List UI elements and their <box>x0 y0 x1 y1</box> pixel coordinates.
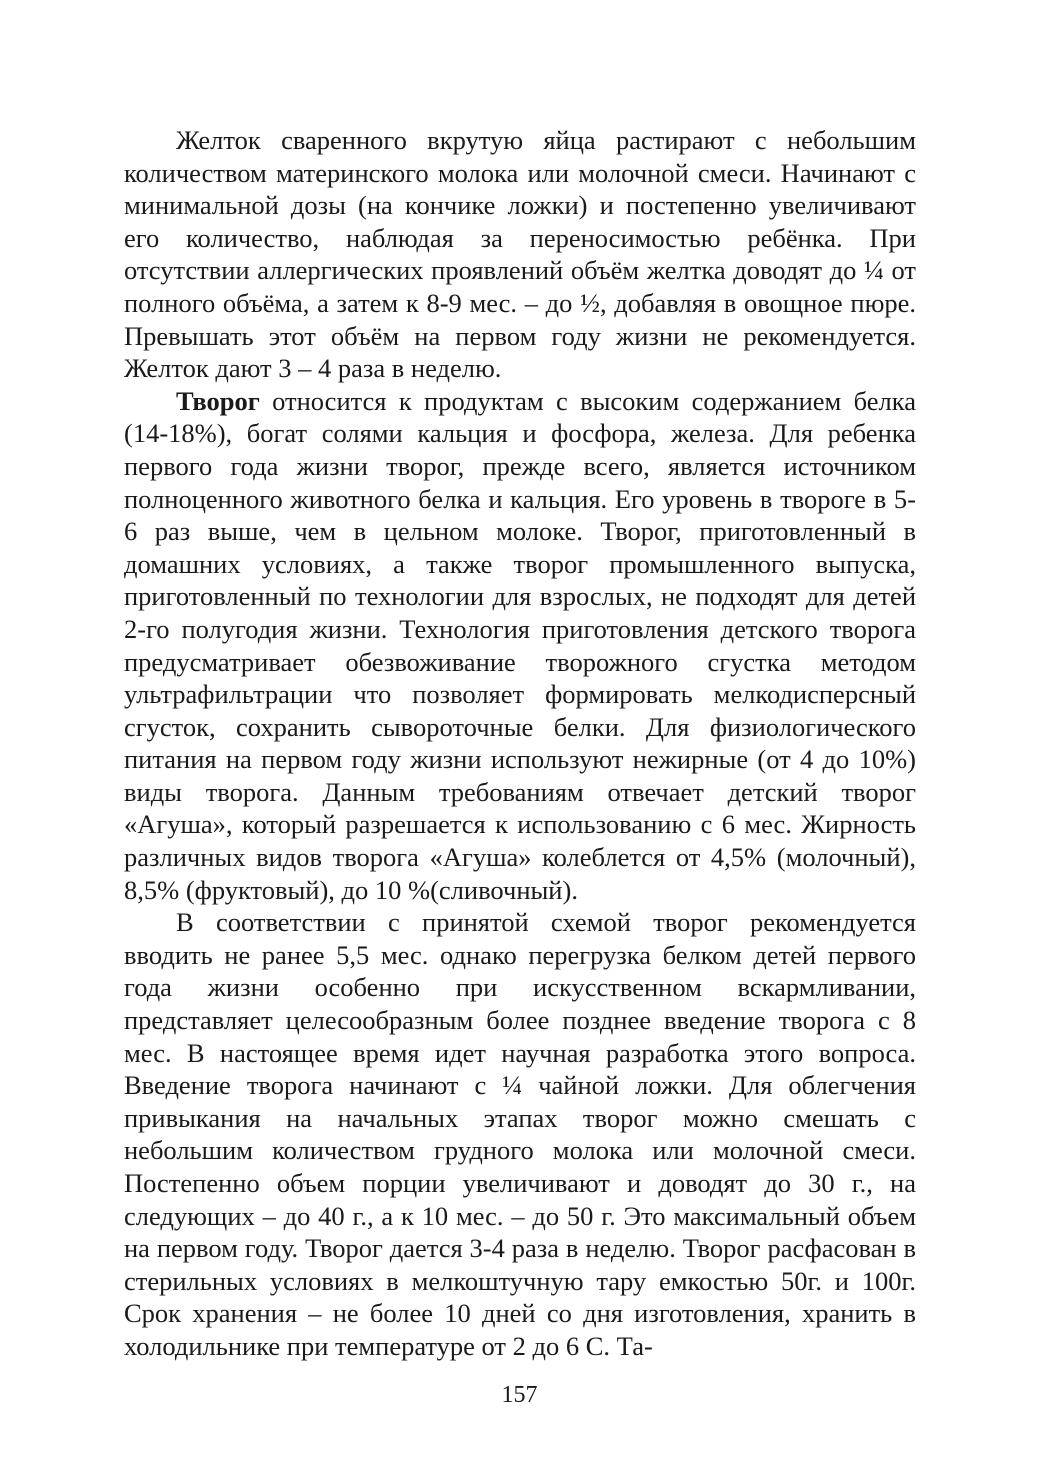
paragraph-cottage-cheese <box>124 385 916 907</box>
paragraph-introduction-schedule <box>124 906 916 1362</box>
page-number: 157 <box>501 1382 538 1408</box>
term-tvorog: Творог <box>176 385 260 416</box>
paragraph-text: В соответствии с принятой схемой творог рекомендуется вводить не ранее 5,5 мес. однако перегрузка белком детей первого года жизни особенно при искусственном вскармливании, представляет целесообразным более позднее введение творога с 8 мес. В настоящее время идет научная разработка этого вопроса. Введение творога начинают с ¼ чайной ложки. Для облегчения привыкания на начальных этапах творог можно смешать с небольшим количеством грудного молока или молочной смеси. Постепенно объем порции увеличивают и доводят до 30 г., на следующих – до 40 г., а к 10 мес. – до 50 г. Это максимальный объем на первом году. Творог дается 3-4 раза в неделю. Творог расфасован в стерильных условиях в мелкоштучную тару емкостью 50г. и 100г. Срок хранения – не более 10 дней со дня изготовления, хранить в холодильнике при температуре от 2 до 6 С. Та- <box>124 907 916 1361</box>
paragraph-text: Желток сваренного вкрутую яйца растирают с небольшим количеством материнского молока или молочной смеси. Начинают с минимальной дозы (на кончике ложки) и постепенно увеличивают его количество, наблюдая за переносимостью ребёнка. При отсутствии аллергических проявлений объём желтка доводят до ¼ от полного объёма, а затем к 8-9 мес. – до ½, добавляя в овощное пюре. Превышать этот объём на первом году жизни не рекомендуется. Желток дают 3 – 4 раза в неделю. <box>124 125 916 384</box>
paragraph-egg-yolk <box>124 124 916 385</box>
body-text <box>124 124 916 1363</box>
paragraph-text: относится к продуктам с высоким содержанием белка (14-18%), богат солями кальция и фосфора, железа. Для ребенка первого года жизни творог, прежде всего, является источником полноценного животного белка и кальция. Его уровень в твороге в 5-6 раз выше, чем в цельном молоке. Творог, приготовленный в домашних условиях, а также творог промышленного выпуска, приготовленный по технологии для взрослых, не подходят для детей 2-го полугодия жизни. Технология приготовления детского творога предусматривает обезвоживание творожного сгустка методом ультрафильтрации что позволяет формировать мелкодисперсный сгусток, сохранить сывороточные белки. Для физиологического питания на первом году жизни используют нежирные (от 4 до 10%) виды творога. Данным требованиям отвечает детский творог «Агуша», который разрешается к использованию с 6 мес. Жирность различных видов творога «Агуша» колеблется от 4,5% (молочный), 8,5% (фруктовый), до 10 %(сливочный). <box>124 385 916 905</box>
